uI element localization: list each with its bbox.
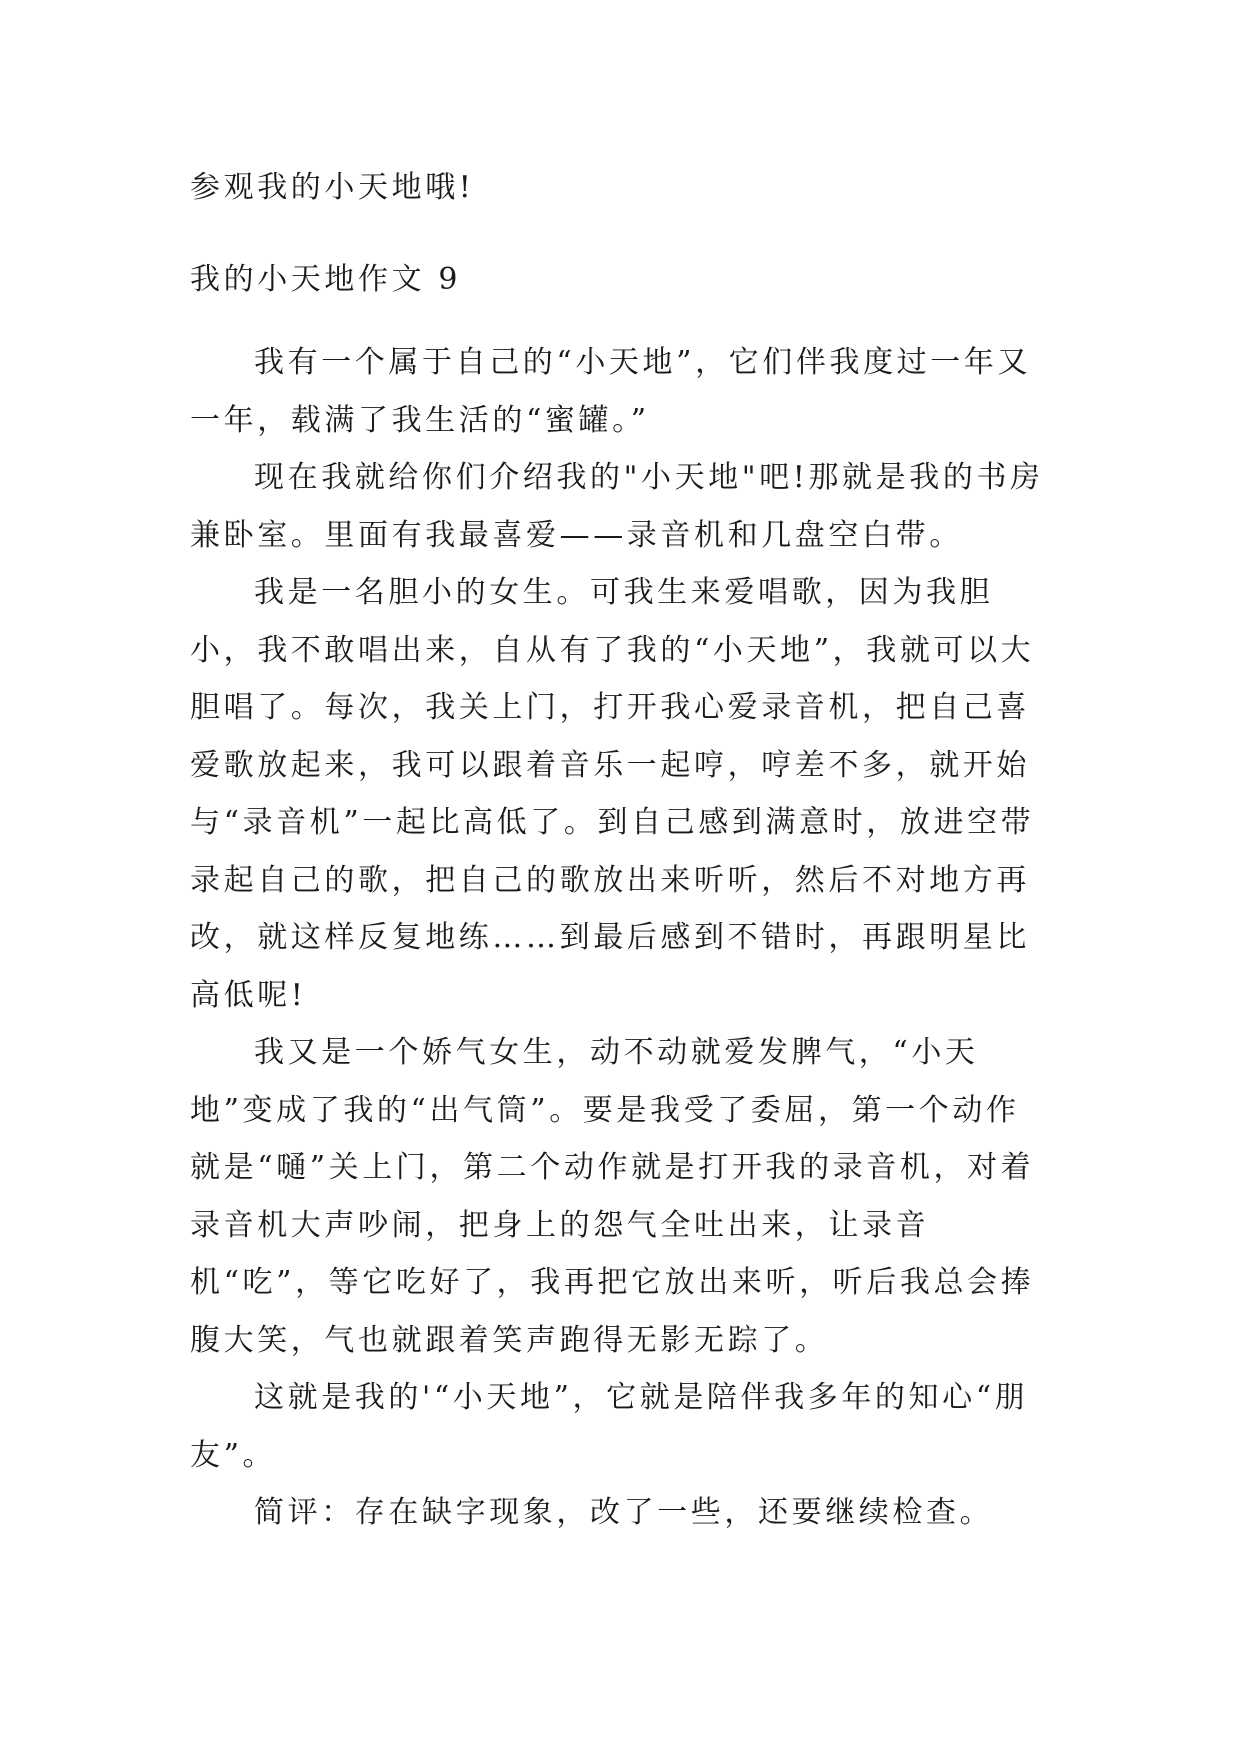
paragraph-5: 这就是我的'“小天地”，它就是陪伴我多年的知心“朋友”。: [190, 1380, 1029, 1473]
paragraph-3: 我是一名胆小的女生。可我生来爱唱歌，因为我胆小，我不敢唱出来，自从有了我的“小天地”，我就可以大胆唱了。每次，我关上门，打开我心爱录音机，把自己喜爱歌放起来，我可以跟着音乐一起哼，哼差不多，就开始与“录音机”一起比高低了。到自己感到满意时，放进空带录起自己的歌，把自己的歌放出来听听，然后不对地方再改，就这样反复地练……到最后感到不错时，再跟明星比高低呢!: [190, 575, 1035, 1013]
lead-line: 参观我的小天地哦!: [190, 170, 475, 205]
essay-title: 我的小天地作文 9: [190, 262, 462, 297]
essay-body: [190, 334, 1050, 1542]
paragraph-2: 现在我就给你们介绍我的"小天地"吧!那就是我的书房兼卧室。里面有我最喜爱——录音机和几盘空白带。: [190, 460, 1044, 553]
paragraph-4: 我又是一个娇气女生，动不动就爱发脾气，“小天地”变成了我的“出气筒”。要是我受了委屈，第一个动作就是“嗵”关上门，第二个动作就是打开我的录音机，对着录音机大声吵闹，把身上的怨气全吐出来，让录音机“吃”，等它吃好了，我再把它放出来听，听后我总会捧腹大笑，气也就跟着笑声跑得无影无踪了。: [190, 1035, 1035, 1358]
review-comment: 简评：存在缺字现象，改了一些，还要继续检查。: [254, 1495, 994, 1530]
paragraph-1: 我有一个属于自己的“小天地”，它们伴我度过一年又一年，载满了我生活的“蜜罐。”: [190, 345, 1032, 438]
